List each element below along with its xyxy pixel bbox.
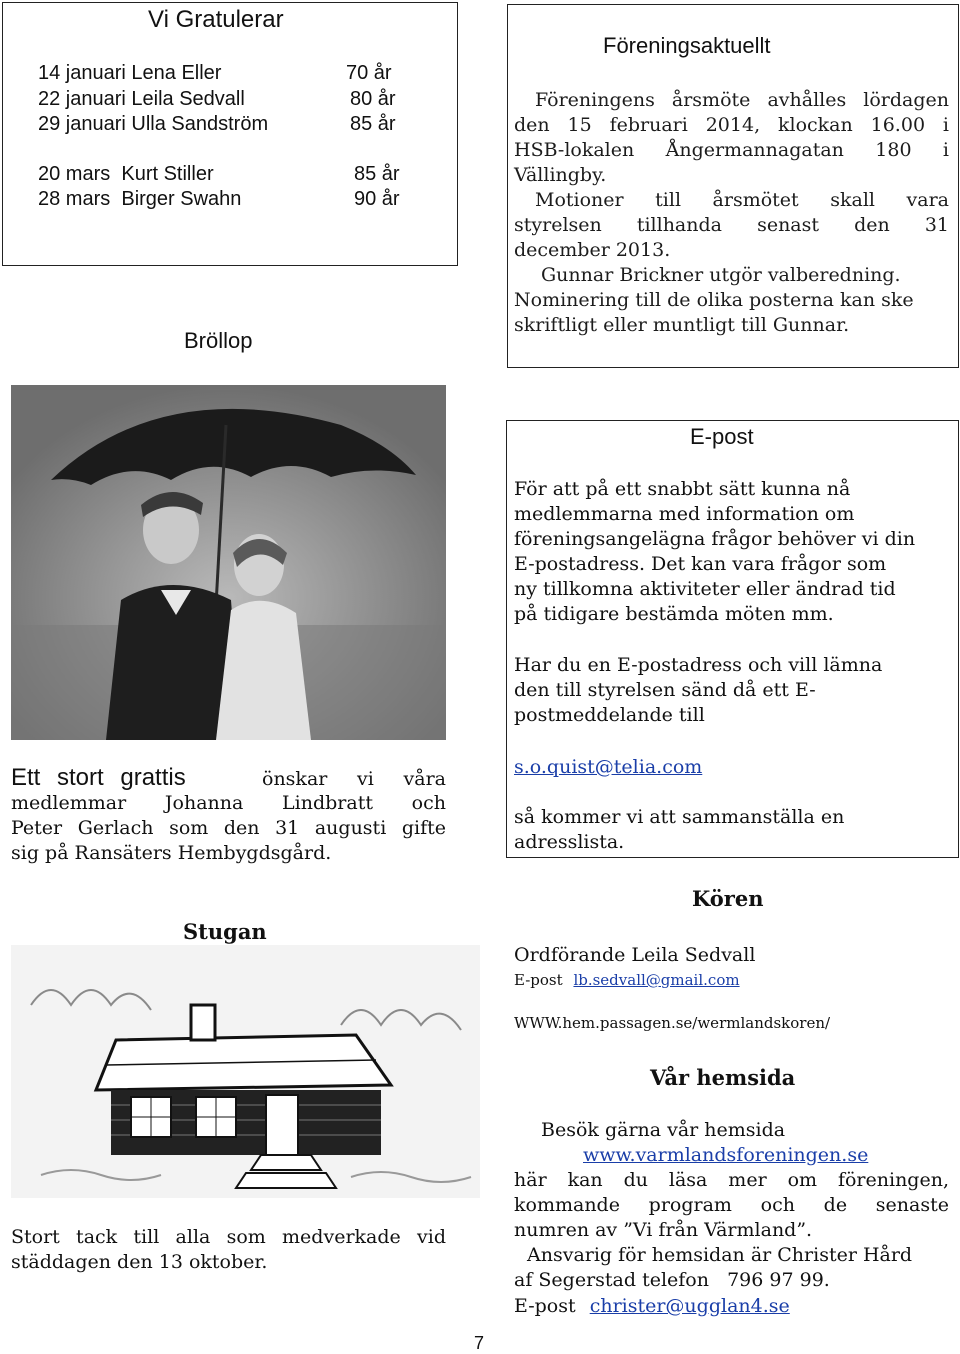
- text-line: Ansvarig för hemsidan är Christer Hård: [527, 1244, 913, 1266]
- epost-email-link[interactable]: s.o.quist@telia.com: [514, 756, 703, 778]
- gratulerar-age: 80 år: [350, 88, 396, 110]
- koren-email-label: E-post: [514, 971, 563, 989]
- stugan-drawing: [11, 945, 480, 1198]
- text-line: Gunnar Brickner utgör valberedning.: [541, 264, 901, 286]
- gratulerar-row: 20 mars Kurt Stiller: [38, 163, 214, 185]
- text-line: skriftligt eller muntligt till Gunnar.: [514, 314, 850, 336]
- text-line: ny tillkomna aktiviteter eller ändrad tid: [514, 578, 896, 600]
- stugan-title: Stugan: [183, 919, 267, 944]
- text-line: december 2013.: [514, 239, 671, 261]
- text-line: så kommer vi att sammanställa en: [514, 806, 845, 828]
- text-line: kommande program och de senaste: [514, 1194, 949, 1216]
- gratulerar-row: 28 mars Birger Swahn: [38, 188, 242, 210]
- koren-web: WWW.hem.passagen.se/wermlandskoren/: [514, 1014, 831, 1032]
- text-line: adresslista.: [514, 831, 625, 853]
- text-line: den 15 februari 2014, klockan 16.00 i: [514, 114, 949, 136]
- koren-chair: Ordförande Leila Sedvall: [514, 944, 756, 966]
- text-line: medlemmar Johanna Lindbratt och: [11, 792, 446, 814]
- text-line: städdagen den 13 oktober.: [11, 1251, 268, 1273]
- gratulerar-row: 29 januari Ulla Sandström: [38, 113, 269, 135]
- text-line: Nominering till de olika posterna kan ske: [514, 289, 914, 311]
- koren-title: Kören: [692, 886, 764, 911]
- gratulerar-age: 90 år: [354, 188, 400, 210]
- hemsida-email-link[interactable]: christer@ugglan4.se: [589, 1295, 790, 1317]
- text-line: E-postadress. Det kan vara frågor som: [514, 553, 887, 575]
- koren-email-link[interactable]: lb.sedvall@gmail.com: [573, 971, 740, 989]
- gratulerar-age: 85 år: [354, 163, 400, 185]
- text-line: Vällingby.: [514, 164, 607, 186]
- text-line: HSB-lokalen Ångermannagatan 180 i: [514, 139, 949, 161]
- text-line: Motioner till årsmötet skall vara: [535, 189, 949, 211]
- hemsida-email-row: [514, 1295, 790, 1317]
- epost-title: E-post: [690, 424, 754, 449]
- wedding-lead: Ett stort grattis: [11, 764, 186, 791]
- hemsida-title: Vår hemsida: [650, 1065, 796, 1090]
- text-line: styrelsen tillhanda senast den 31: [514, 214, 949, 236]
- wedding-photo-drawing: [11, 385, 446, 740]
- text-line: För att på ett snabbt sätt kunna nå: [514, 478, 851, 500]
- koren-email-row: [514, 971, 740, 989]
- text-line: önskar vi våra: [262, 768, 446, 790]
- hemsida-email-label: E-post: [514, 1295, 576, 1317]
- gratulerar-age: 70 år: [346, 62, 392, 84]
- text-line: Besök gärna vår hemsida: [541, 1119, 786, 1141]
- text-line: Stort tack till alla som medverkade vid: [11, 1226, 446, 1248]
- text-line: Föreningens årsmöte avhålles lördagen: [535, 89, 949, 111]
- text-line: Peter Gerlach som den 31 augusti gifte: [11, 817, 446, 839]
- text-line: föreningsangelägna frågor behöver vi din: [514, 528, 916, 550]
- foreningsaktuellt-title: Föreningsaktuellt: [603, 33, 771, 58]
- brollop-heading: Bröllop: [184, 328, 253, 353]
- text-line: medlemmarna med information om: [514, 503, 855, 525]
- text-line: postmeddelande till: [514, 704, 705, 726]
- text-line: af Segerstad telefon 796 97 99.: [514, 1269, 830, 1291]
- gratulerar-row: 14 januari Lena Eller: [38, 62, 222, 84]
- cabin-sketch: [11, 945, 480, 1198]
- page-number: 7: [474, 1333, 485, 1353]
- text-line: Har du en E-postadress och vill lämna: [514, 654, 883, 676]
- text-line: sig på Ransäters Hembygdsgård.: [11, 842, 332, 864]
- gratulerar-age: 85 år: [350, 113, 396, 135]
- wedding-photo: [11, 385, 446, 740]
- gratulerar-row: 22 januari Leila Sedvall: [38, 88, 245, 110]
- text-line: här kan du läsa mer om föreningen,: [514, 1169, 949, 1191]
- gratulerar-title: Vi Gratulerar: [148, 6, 284, 33]
- text-line: den till styrelsen sänd då ett E-: [514, 679, 816, 701]
- text-line: numren av ”Vi från Värmland”.: [514, 1219, 813, 1241]
- text-line: på tidigare bestämda möten mm.: [514, 603, 834, 625]
- hemsida-url-link[interactable]: www.varmlandsforeningen.se: [583, 1144, 869, 1166]
